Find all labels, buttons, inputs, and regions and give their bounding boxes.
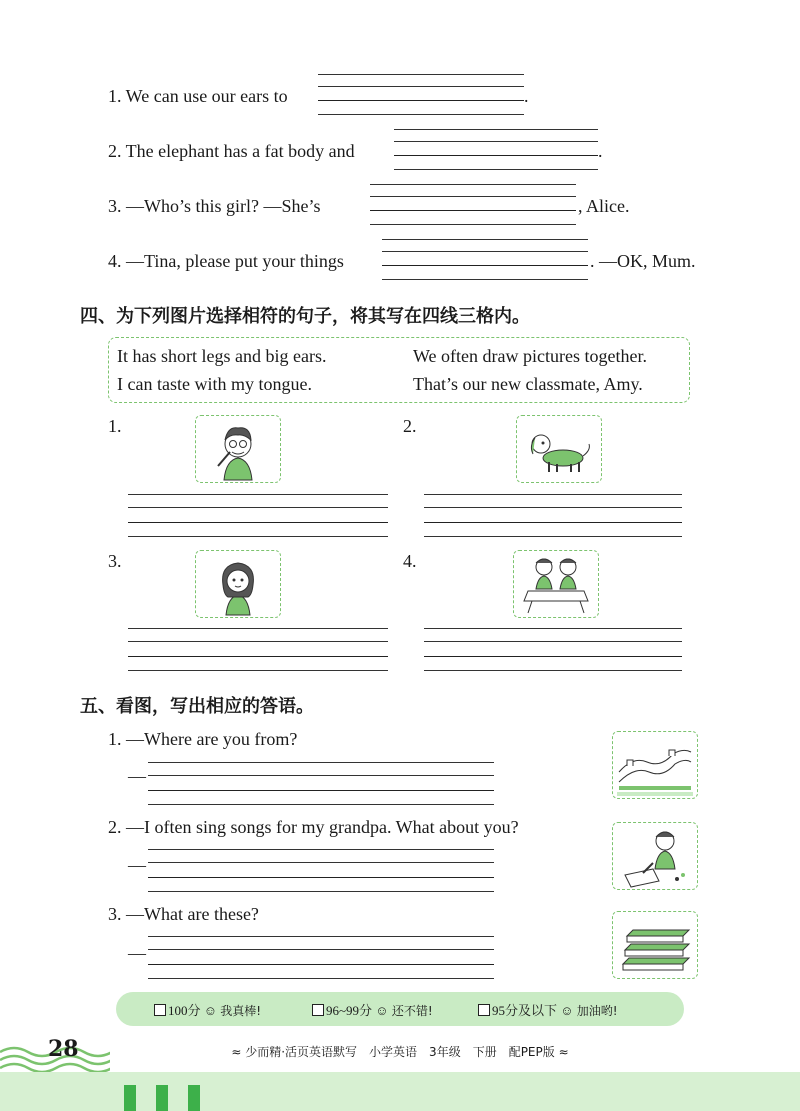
book-info: ≈ 少而精·活页英语默写 小学英语 3年级 下册 配PEP版 ≈ <box>231 1045 569 1059</box>
score-95-label: 95分及以下 <box>492 1003 558 1018</box>
s4-item-4-picture <box>513 550 599 618</box>
s3-q1-text: 1. We can use our ears to <box>108 86 288 106</box>
s3-q3-end: , Alice. <box>578 196 630 216</box>
score-95-text: 加油哟! <box>576 1004 618 1018</box>
bottom-green-band <box>0 1072 800 1111</box>
s4-item-4-fourline[interactable] <box>424 628 682 670</box>
s4-item-3-fourline[interactable] <box>128 628 388 670</box>
smiley-icon: ☺ <box>203 1003 218 1018</box>
section5-heading: 五、看图，写出相应的答语。 <box>80 696 314 717</box>
s5-q2: 2. —I often sing songs for my grandpa. What about you? <box>108 817 519 837</box>
s4-item-3-number: 3. <box>108 551 122 571</box>
option-3: I can taste with my tongue. <box>117 374 312 394</box>
score-bar <box>116 992 684 1026</box>
s3-q2-text: 2. The elephant has a fat body and <box>108 141 355 161</box>
great-wall-icon <box>613 732 697 798</box>
score-100-label: 100分 <box>168 1003 201 1018</box>
page-number: 28 <box>48 1036 79 1062</box>
s4-item-1-number: 1. <box>108 416 122 436</box>
checkbox-100[interactable] <box>154 1004 166 1016</box>
s4-item-2-picture <box>516 415 602 483</box>
s5-q1-picture <box>612 731 698 799</box>
smiley-icon: ☺ <box>560 1003 574 1018</box>
checkbox-96[interactable] <box>312 1004 324 1016</box>
score-option-100[interactable] <box>154 1000 261 1019</box>
s3-q3-fourline[interactable] <box>370 184 576 224</box>
boy-drawing-icon <box>613 823 697 889</box>
section4-heading: 四、为下列图片选择相符的句子，将其写在四线三格内。 <box>80 306 530 327</box>
s5-q3: 3. —What are these? <box>108 904 259 924</box>
option-2: We often draw pictures together. <box>413 346 647 366</box>
kids-drawing-icon <box>514 551 598 617</box>
s3-q3 <box>108 196 321 217</box>
s3-q1-end: . <box>524 86 529 106</box>
s3-q3-text: 3. —Who’s this girl? —She’s <box>108 196 321 216</box>
options-box <box>108 337 690 403</box>
s3-q1-fourline[interactable] <box>318 74 524 114</box>
dog-icon <box>517 416 601 482</box>
score-96-text: 还不错! <box>391 1004 433 1018</box>
smiley-icon: ☺ <box>375 1003 389 1018</box>
boy-tasting-icon <box>196 416 280 482</box>
s5-q2-picture <box>612 822 698 890</box>
option-1: It has short legs and big ears. <box>117 346 327 366</box>
s4-item-2-fourline[interactable] <box>424 494 682 536</box>
s5-q2-fourline[interactable] <box>148 849 494 891</box>
s4-item-4-number: 4. <box>403 551 417 571</box>
s3-q2 <box>108 141 355 162</box>
checkbox-95[interactable] <box>478 1004 490 1016</box>
s3-q2-end: . <box>598 141 603 161</box>
s3-q2-fourline[interactable] <box>394 129 598 169</box>
tab-marker-2 <box>156 1085 168 1111</box>
s3-q4 <box>108 251 344 272</box>
score-option-95[interactable] <box>478 1000 618 1019</box>
s3-q4-end: . —OK, Mum. <box>590 251 696 271</box>
s5-q2-dash: — <box>128 855 146 875</box>
s3-q1 <box>108 86 288 107</box>
s5-q1-dash: — <box>128 766 146 786</box>
score-96-label: 96~99分 <box>326 1003 373 1018</box>
s4-item-1-fourline[interactable] <box>128 494 388 536</box>
s5-q3-dash: — <box>128 943 146 963</box>
score-option-96[interactable] <box>312 1000 433 1019</box>
s3-q4-text: 4. —Tina, please put your things <box>108 251 344 271</box>
s4-item-3-picture <box>195 550 281 618</box>
s5-q3-fourline[interactable] <box>148 936 494 978</box>
girl-amy-icon <box>196 551 280 617</box>
books-icon <box>613 912 697 978</box>
s5-q1-fourline[interactable] <box>148 762 494 804</box>
s5-q3-picture <box>612 911 698 979</box>
s3-q4-fourline[interactable] <box>382 239 588 279</box>
s4-item-1-picture <box>195 415 281 483</box>
s4-item-2-number: 2. <box>403 416 417 436</box>
option-4: That’s our new classmate, Amy. <box>413 374 643 394</box>
tab-marker-3 <box>188 1085 200 1111</box>
score-100-text: 我真棒! <box>220 1004 262 1018</box>
tab-marker-1 <box>124 1085 136 1111</box>
s5-q1: 1. —Where are you from? <box>108 729 298 749</box>
